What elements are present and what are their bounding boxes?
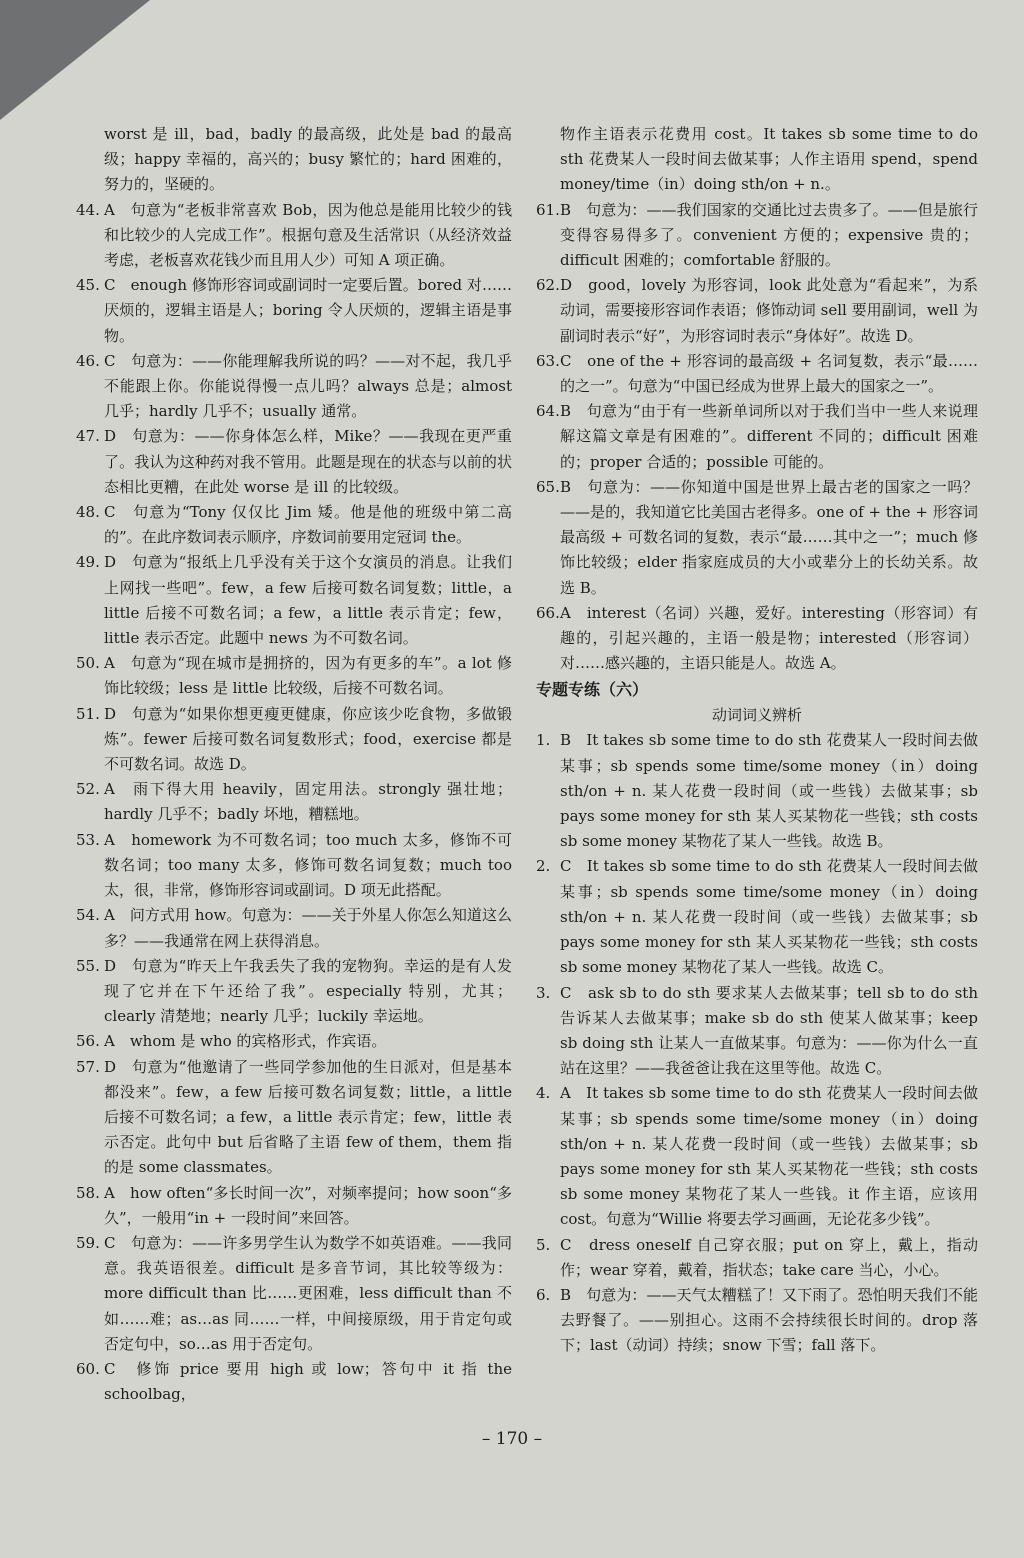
answer-item [536, 981, 978, 1082]
page-number: – 170 – [481, 1429, 543, 1449]
continuation-text: 物作主语表示花费用 cost。It takes sb some time to do sth 花费某人一段时间去做某事；人作主语用 spend，spend money/time（in）doing sth/on + n.。 [560, 125, 978, 194]
answer-item [536, 475, 978, 601]
answer-text: A homework 为不可数名词；too much 太多，修饰不可数名词；too many 太多，修饰可数名词复数；much too 太，很，非常，修饰形容词或副词。D 项无此搭配。 [104, 830, 512, 900]
answer-item [536, 728, 978, 854]
answer-text: C dress oneself 自己穿衣服；put on 穿上，戴上，指动作；wear 穿着，戴着，指状态；take care 当心，小心。 [560, 1235, 978, 1279]
answer-text: D 句意为“报纸上几乎没有关于这个女演员的消息。让我们上网找一些吧”。few，a few 后接可数名词复数；little，a little 后接不可数名词；a few，a little 表示肯定；few，little 表示否定。此题中 news 为不可数名词。 [104, 553, 512, 648]
answer-item [76, 1231, 512, 1357]
answer-text: C 句意为：——你能理解我所说的吗？——对不起，我几乎不能跟上你。你能说得慢一点儿吗？always 总是；almost 几乎；hardly 几乎不；usually 通常。 [104, 351, 512, 421]
answer-item [76, 550, 512, 651]
answer-number: 60. [76, 1359, 100, 1378]
answer-number: 65. [536, 477, 560, 496]
answer-number: 59. [76, 1233, 100, 1252]
answer-item [76, 954, 512, 1030]
answer-text: A interest（名词）兴趣，爱好。interesting（形容词）有趣的，引起兴趣的，主语一般是物；interested（形容词）对……感兴趣的，主语只能是人。故选 A。 [560, 603, 978, 673]
answer-item [536, 1233, 978, 1283]
answer-text: C enough 修饰形容词或副词时一定要后置。bored 对……厌烦的，逻辑主语是人；boring 令人厌烦的，逻辑主语是事物。 [104, 276, 512, 345]
answer-number: 47. [76, 427, 100, 446]
answer-number: 53. [76, 830, 100, 849]
page-corner-shadow [0, 0, 150, 120]
answer-text: A whom 是 who 的宾格形式，作宾语。 [104, 1032, 387, 1051]
answer-number: 45. [76, 276, 100, 295]
answer-item [76, 198, 512, 274]
answer-item [76, 828, 512, 904]
section-title: 专题专练（六） [536, 680, 649, 700]
answer-number: 51. [76, 704, 100, 723]
answer-number: 4. [536, 1084, 551, 1103]
continuation-text: worst 是 ill，bad，badly 的最高级，此处是 bad 的最高级；happy 幸福的，高兴的；busy 繁忙的；hard 困难的，努力的，坚硬的。 [104, 125, 512, 194]
left-column [76, 122, 512, 1407]
answer-item [76, 424, 512, 500]
answer-text: C one of the + 形容词的最高级 + 名词复数，表示“最……的之一”。句意为“中国已经成为世界上最大的国家之一”。 [560, 351, 978, 396]
right-column [536, 122, 978, 1359]
answer-text: A 句意为“现在城市是拥挤的，因为有更多的车”。a lot 修饰比较级；less 是 little 比较级，后接不可数名词。 [104, 654, 512, 698]
answer-number: 46. [76, 351, 100, 370]
answer-number: 49. [76, 553, 100, 572]
answer-number: 56. [76, 1032, 100, 1051]
answer-number: 48. [76, 503, 100, 522]
answer-text: D 句意为“他邀请了一些同学参加他的生日派对，但是基本都没来”。few，a few 后接可数名词复数；little，a little 后接不可数名词；a few，a little 表示肯定；few，little 表示否定。此句中 but 后省略了主语 few of them，them 指的是 some classmates。 [104, 1057, 512, 1177]
answer-item [536, 399, 978, 475]
answer-number: 6. [536, 1285, 551, 1304]
answer-text: B 句意为：——你知道中国是世界上最古老的国家之一吗？——是的，我知道它比美国古老得多。one of + the + 形容词最高级 + 可数名词的复数，表示“最……其中之一”；much 修饰比较级；elder 指家庭成员的大小或辈分上的长幼关系。故选 B。 [560, 477, 978, 597]
answer-item [76, 500, 512, 550]
answer-item [76, 1055, 512, 1181]
answer-item [76, 349, 512, 425]
answer-number: 63. [536, 351, 560, 370]
answer-item [76, 903, 512, 953]
answer-text: A 句意为“老板非常喜欢 Bob，因为他总是能用比较少的钱和比较少的人完成工作”。根据句意及生活常识（从经济效益考虑，老板喜欢花钱少而且用人少）可知 A 项正确。 [104, 200, 512, 270]
answer-item [76, 702, 512, 778]
answer-number: 61. [536, 200, 560, 219]
answer-item [536, 1283, 978, 1359]
answer-text: B 句意为：——我们国家的交通比过去贵多了。——但是旅行变得容易得多了。convenient 方便的；expensive 贵的；difficult 困难的；comfortable 舒服的。 [560, 200, 978, 270]
answer-text: D 句意为“如果你想更瘦更健康，你应该少吃食物，多做锻炼”。fewer 后接可数名词复数形式；food，exercise 都是不可数名词。故选 D。 [104, 704, 512, 774]
answer-number: 66. [536, 603, 560, 622]
answer-text: B It takes sb some time to do sth 花费某人一段时间去做某事；sb spends some time/some money（in）doing sth/on + n. 某人花费一段时间（或一些钱）去做某事；sb pays some money for sth 某人买某物花一些钱；sth costs sb some money 某物花了某人一些钱。故选 B。 [560, 731, 978, 851]
answer-number: 2. [536, 857, 551, 876]
answer-number: 50. [76, 654, 100, 673]
answer-item [536, 854, 978, 980]
answer-text: C 句意为：——许多男学生认为数学不如英语难。——我同意。我英语很差。difficult 是多音节词，其比较等级为：more difficult than 比……更困难，less difficult than 不如……难；as…as 同……一样，中间接原级，用于肯定句或否定句中，so…as 用于否定句。 [104, 1233, 512, 1353]
answer-text: B 句意为“由于有一些新单词所以对于我们当中一些人来说理解这篇文章是有困难的”。different 不同的；difficult 困难的；proper 合适的；possible 可能的。 [560, 402, 978, 471]
answer-number: 1. [536, 731, 551, 750]
answer-number: 3. [536, 983, 551, 1002]
answer-text: C 修饰 price 要用 high 或 low；答句中 it 指 the schoolbag， [104, 1359, 512, 1404]
answer-item [76, 1357, 512, 1407]
answer-text: D good，lovely 为形容词，look 此处意为“看起来”，为系动词，需要接形容词作表语；修饰动词 sell 要用副词，well 为副词时表示“好”，为形容词时表示“身体好”。故选 D。 [560, 276, 978, 345]
answer-item [76, 273, 512, 349]
answer-text: D 句意为：——你身体怎么样，Mike？——我现在更严重了。我认为这种药对我不管用。此题是现在的状态与以前的状态相比更糟，在此处 worse 是 ill 的比较级。 [104, 427, 512, 496]
answer-item [536, 198, 978, 274]
answer-item [76, 1029, 512, 1054]
answer-list-left [76, 198, 512, 1408]
answer-text: C ask sb to do sth 要求某人去做某事；tell sb to do sth 告诉某人去做某事；make sb do sth 使某人做某事；keep sb doing sth 让某人一直做某事。句意为：——你为什么一直站在这里？——我爸爸让我在这里等他。故选 C。 [560, 983, 978, 1078]
answer-item [536, 601, 978, 677]
answer-item [76, 1181, 512, 1231]
answer-number: 62. [536, 276, 560, 295]
answer-number: 44. [76, 200, 100, 219]
answer-item [76, 651, 512, 701]
answer-number: 58. [76, 1183, 100, 1202]
answer-item [76, 777, 512, 827]
answer-item [536, 273, 978, 349]
answer-list-right [536, 198, 978, 677]
answer-number: 52. [76, 780, 100, 799]
answer-number: 55. [76, 956, 100, 975]
answer-item [536, 349, 978, 399]
answer-number: 5. [536, 1235, 551, 1254]
answer-number: 57. [76, 1057, 100, 1076]
answer-text: B 句意为：——天气太糟糕了！又下雨了。恐怕明天我们不能去野餐了。——别担心。这雨不会持续很长时间的。drop 落下；last（动词）持续；snow 下雪；fall 落下。 [560, 1285, 978, 1355]
answer-item [536, 1081, 978, 1232]
answer-text: C It takes sb some time to do sth 花费某人一段时间去做某事；sb spends some time/some money（in）doing sth/on + n. 某人花费一段时间（或一些钱）去做某事；sb pays some money for sth 某人买某物花一些钱；sth costs sb some money 某物花了某人一些钱。故选 C。 [560, 857, 978, 977]
section-subtitle: 动词词义辨析 [711, 706, 802, 725]
answer-text: A It takes sb some time to do sth 花费某人一段时间去做某事；sb spends some time/some money（in）doing sth/on + n. 某人花费一段时间（或一些钱）去做某事；sb pays some money for sth 某人买某物花一些钱；sth costs sb some money 某物花了某人一些钱。it 作主语，应该用 cost。句意为“Willie 将要去学习画画，无论花多少钱”。 [560, 1084, 978, 1229]
answer-list-section [536, 728, 978, 1358]
answer-text: D 句意为“昨天上午我丢失了我的宠物狗。幸运的是有人发现了它并在下午还给了我”。especially 特别，尤其；clearly 清楚地；nearly 几乎；luckily 幸运地。 [104, 956, 512, 1026]
answer-number: 54. [76, 906, 100, 925]
answer-text: A how often“多长时间一次”，对频率提问；how soon“多久”，一般用“in + 一段时间”来回答。 [104, 1183, 512, 1227]
answer-text: C 句意为“Tony 仅仅比 Jim 矮。他是他的班级中第二高的”。在此序数词表示顺序，序数词前要用定冠词 the。 [104, 503, 512, 547]
answer-number: 64. [536, 402, 560, 421]
answer-text: A 雨下得大用 heavily，固定用法。strongly 强壮地；hardly 几乎不；badly 坏地，糟糕地。 [104, 780, 512, 824]
answer-text: A 问方式用 how。句意为：——关于外星人你怎么知道这么多？——我通常在网上获得消息。 [104, 906, 512, 950]
